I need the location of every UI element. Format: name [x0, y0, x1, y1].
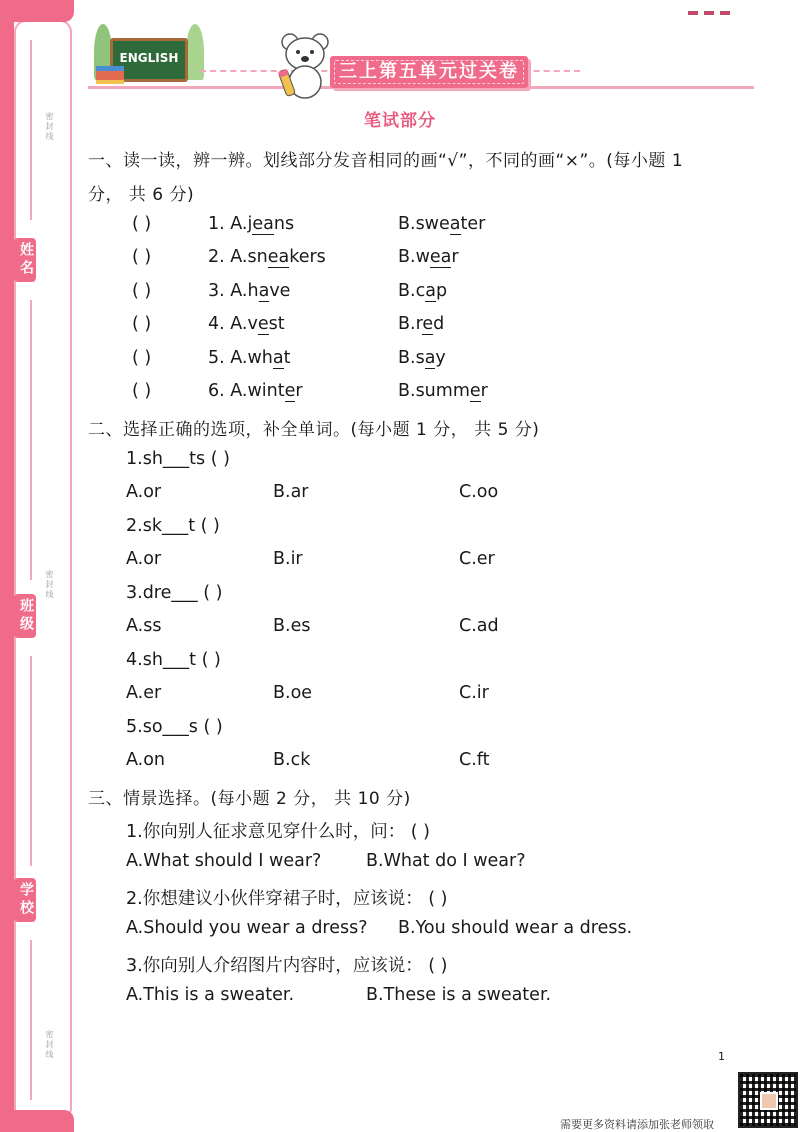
option-a: 6. A.winter — [208, 381, 303, 401]
option-b: B.These is a sweater. — [366, 985, 552, 1005]
option-b: B.ir — [273, 549, 303, 569]
part1-heading: 一、读一读，辨一辨。划线部分发音相同的画“√”，不同的画“×”。(每小题 1 — [88, 151, 684, 171]
part1-heading-cont: 分， 共 6 分) — [88, 185, 195, 205]
board-text: ENGLISH — [119, 51, 179, 65]
school-label: 学校 — [14, 878, 36, 922]
option-a: 1. A.jeans — [208, 214, 295, 234]
answer-paren[interactable]: ( ) — [132, 314, 152, 334]
option-a: A.or — [126, 482, 162, 502]
option-b: B.ck — [273, 750, 311, 770]
part2-heading: 二、选择正确的选项，补全单词。(每小题 1 分， 共 5 分) — [88, 420, 540, 440]
ribbon-border — [334, 60, 524, 84]
option-b: B.oe — [273, 683, 313, 703]
question-text[interactable]: 3.你向别人介绍图片内容时，应该说： ( ) — [126, 956, 448, 976]
question-text[interactable]: 4.sh___t ( ) — [126, 650, 221, 670]
name-label: 姓名 — [14, 238, 36, 282]
books-icon — [96, 66, 124, 84]
option-b: B.cap — [398, 281, 448, 301]
option-c: C.er — [459, 549, 495, 569]
option-a: A.or — [126, 549, 162, 569]
question-text[interactable]: 5.so___s ( ) — [126, 717, 223, 737]
option-a: 4. A.vest — [208, 314, 285, 334]
option-b: B.sweater — [398, 214, 486, 234]
qr-code-icon — [738, 1072, 798, 1128]
option-c: C.ad — [459, 616, 499, 636]
option-b: B.wear — [398, 247, 459, 267]
answer-paren[interactable]: ( ) — [132, 281, 152, 301]
binding-bottom-cap — [0, 1110, 74, 1132]
option-a: A.Should you wear a dress? — [126, 918, 368, 938]
option-a: A.This is a sweater. — [126, 985, 295, 1005]
name-write-line — [30, 300, 32, 580]
option-a: A.er — [126, 683, 162, 703]
option-b: B.say — [398, 348, 446, 368]
option-b: B.You should wear a dress. — [398, 918, 633, 938]
binding-strip — [0, 0, 74, 1132]
class-label: 班级 — [14, 594, 36, 638]
question-text[interactable]: 3.dre___ ( ) — [126, 583, 223, 603]
option-a: 5. A.what — [208, 348, 291, 368]
answer-paren[interactable]: ( ) — [132, 214, 152, 234]
qr-avatar-icon — [760, 1092, 778, 1110]
option-c: C.ft — [459, 750, 490, 770]
question-text[interactable]: 2.sk___t ( ) — [126, 516, 220, 536]
binding-top-cap — [0, 0, 74, 22]
option-a: A.What should I wear? — [126, 851, 322, 871]
question-text[interactable]: 1.sh___ts ( ) — [126, 449, 230, 469]
question-text[interactable]: 2.你想建议小伙伴穿裙子时，应该说： ( ) — [126, 889, 448, 909]
option-b: B.es — [273, 616, 311, 636]
option-c: C.oo — [459, 482, 499, 502]
binding-band — [14, 20, 72, 1120]
seal-line-text: 密封线 — [45, 1030, 54, 1060]
page-number: 1 — [718, 1050, 725, 1063]
seal-line-text: 密封线 — [45, 112, 54, 142]
option-a: A.ss — [126, 616, 162, 636]
binding-edge — [0, 0, 14, 1132]
option-b: B.What do I wear? — [366, 851, 526, 871]
school-write-line — [30, 940, 32, 1100]
answer-paren[interactable]: ( ) — [132, 381, 152, 401]
class-write-line — [30, 656, 32, 866]
answer-paren[interactable]: ( ) — [132, 348, 152, 368]
page-title: 三上第五单元过关卷 — [339, 61, 519, 82]
answer-paren[interactable]: ( ) — [132, 247, 152, 267]
title-ribbon — [330, 56, 528, 88]
bear-mascot-icon — [276, 30, 336, 100]
part3-heading: 三、情景选择。(每小题 2 分， 共 10 分) — [88, 789, 411, 809]
option-b: B.summer — [398, 381, 488, 401]
section-title: 笔试部分 — [364, 111, 436, 131]
option-c: C.ir — [459, 683, 489, 703]
option-a: A.on — [126, 750, 166, 770]
option-a: 2. A.sneakers — [208, 247, 326, 267]
question-text[interactable]: 1.你向别人征求意见穿什么时，问： ( ) — [126, 822, 430, 842]
option-a: 3. A.have — [208, 281, 291, 301]
seal-line-text: 密封线 — [45, 570, 54, 600]
option-b: B.red — [398, 314, 445, 334]
footer-note: 需要更多资料请添加张老师领取 — [560, 1118, 714, 1131]
option-b: B.ar — [273, 482, 309, 502]
corner-decoration — [688, 0, 748, 4]
